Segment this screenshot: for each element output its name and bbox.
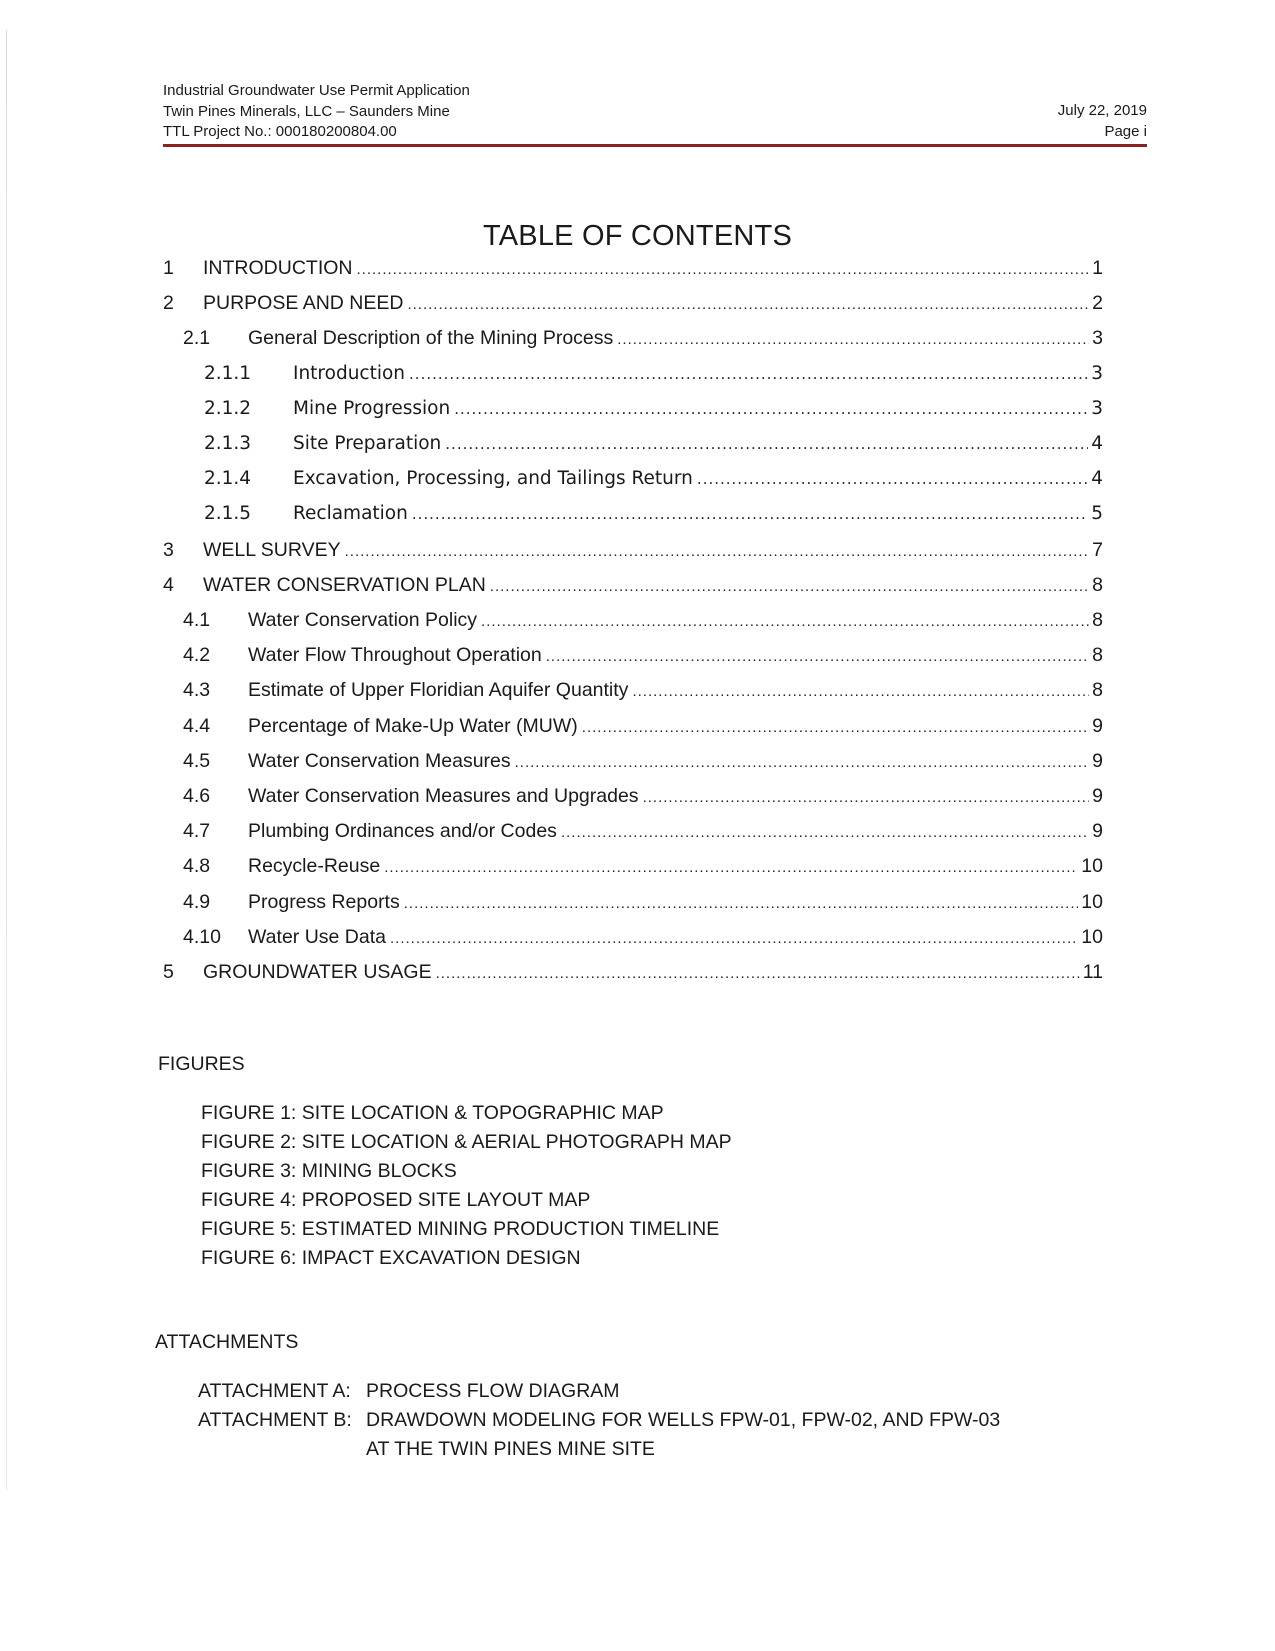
toc-entry[interactable] — [204, 429, 1103, 459]
toc-entry-number: 4.5 — [183, 749, 211, 772]
toc-entry-number: 4.2 — [183, 644, 211, 667]
attachment-label: ATTACHMENT A: — [198, 1380, 351, 1402]
figures-heading: FIGURES — [158, 1053, 245, 1075]
toc-entry-title: Progress Reports — [248, 890, 400, 913]
toc-dot-leader — [697, 464, 1088, 494]
toc-entry-page: 9 — [1092, 714, 1103, 737]
figure-item: FIGURE 2: SITE LOCATION & AERIAL PHOTOGRAPH MAP — [201, 1131, 732, 1153]
toc-entry[interactable] — [163, 253, 1103, 283]
toc-entry-page: 8 — [1092, 644, 1103, 667]
toc-dot-leader — [407, 290, 1089, 320]
header-left — [163, 81, 470, 143]
toc-entry[interactable] — [183, 605, 1103, 635]
toc-entry[interactable] — [183, 323, 1103, 353]
toc-dot-leader — [404, 889, 1079, 919]
toc-title: TABLE OF CONTENTS — [482, 220, 792, 252]
header-page: Page i — [1104, 122, 1147, 140]
toc-dot-leader — [409, 359, 1088, 389]
header-line-2: Twin Pines Minerals, LLC – Saunders Mine — [163, 102, 450, 120]
toc-dot-leader — [445, 429, 1088, 459]
toc-entry-page: 8 — [1092, 573, 1103, 596]
toc-entry-page: 3 — [1091, 397, 1103, 419]
toc-entry-number: 4 — [163, 573, 174, 596]
attachments-list — [198, 1377, 1000, 1464]
toc-entry-number: 4.10 — [183, 925, 221, 948]
toc-entry-title: WATER CONSERVATION PLAN — [203, 573, 486, 596]
toc-entry-page: 10 — [1081, 890, 1103, 913]
toc-entry-title: Excavation, Processing, and Tailings Return — [293, 468, 693, 490]
toc-entry-title: Water Conservation Measures and Upgrades — [248, 785, 639, 807]
toc-entry-title: General Description of the Mining Process — [248, 327, 614, 350]
toc-entry[interactable] — [183, 640, 1103, 670]
attachment-title: PROCESS FLOW DIAGRAM — [366, 1380, 620, 1402]
page-header — [163, 81, 1147, 147]
figure-item: FIGURE 5: ESTIMATED MINING PRODUCTION TIMELINE — [201, 1218, 720, 1240]
toc-dot-leader — [632, 677, 1089, 707]
toc-entry-number: 3 — [163, 538, 174, 561]
attachment-item — [198, 1435, 1000, 1464]
toc-dot-leader — [582, 713, 1089, 743]
toc-entry[interactable] — [183, 816, 1103, 846]
toc-entry[interactable] — [163, 288, 1103, 318]
toc-entry-number: 1 — [163, 257, 174, 279]
toc-dot-leader — [617, 325, 1089, 355]
toc-entry-page: 9 — [1092, 820, 1103, 843]
toc-entry[interactable] — [183, 675, 1103, 705]
toc-entry-title: Estimate of Upper Floridian Aquifer Quantity — [248, 679, 629, 702]
toc-dot-leader — [390, 924, 1078, 954]
attachment-item — [198, 1377, 1000, 1406]
toc-entry[interactable] — [183, 887, 1103, 917]
toc-entry-number: 2.1 — [183, 327, 211, 350]
toc-entry[interactable] — [204, 499, 1103, 529]
toc-entry-number: 2.1.3 — [204, 433, 252, 454]
toc-dot-leader — [454, 394, 1088, 424]
toc-entry-number: 2.1.5 — [204, 503, 252, 525]
toc-entry-number: 2.1.2 — [204, 397, 252, 419]
toc-entry-page: 10 — [1081, 855, 1103, 878]
toc-entry[interactable] — [183, 711, 1103, 741]
toc-entry-page: 4 — [1091, 468, 1103, 490]
toc-entry-page: 3 — [1092, 327, 1103, 350]
attachment-item — [198, 1406, 1000, 1435]
toc-entry-page: 8 — [1092, 679, 1103, 702]
toc-entry-title: WELL SURVEY — [203, 538, 341, 561]
toc-entry[interactable] — [163, 570, 1103, 600]
toc-entry-title: Water Flow Throughout Operation — [248, 644, 542, 667]
toc-entry-title: Recycle-Reuse — [248, 855, 381, 878]
toc-dot-leader — [515, 748, 1090, 778]
toc-entry-title: Mine Progression — [293, 397, 451, 419]
toc-entry-title: Introduction — [293, 362, 406, 384]
toc-entry-title: Water Conservation Policy — [248, 609, 478, 631]
toc-dot-leader — [384, 853, 1078, 883]
toc-entry-page: 8 — [1092, 609, 1103, 631]
toc-entry-number: 4.6 — [183, 785, 211, 807]
toc-entry-page: 7 — [1092, 538, 1103, 561]
attachment-label: ATTACHMENT B: — [198, 1409, 352, 1431]
toc-entry-number: 4.4 — [183, 714, 211, 737]
toc-entry-number: 5 — [163, 961, 174, 983]
attachments-heading: ATTACHMENTS — [155, 1331, 299, 1353]
toc-entry-page: 1 — [1092, 257, 1103, 279]
toc-entry-number: 4.1 — [183, 609, 211, 631]
toc-entry-title: Site Preparation — [293, 433, 442, 454]
toc-entry[interactable] — [163, 535, 1103, 565]
toc-entry-page: 11 — [1082, 961, 1103, 983]
toc-entry-page: 5 — [1091, 503, 1103, 525]
toc-dot-leader — [490, 572, 1089, 602]
toc-entry-number: 4.9 — [183, 890, 211, 913]
toc-entry[interactable] — [183, 922, 1103, 952]
header-right — [1058, 101, 1147, 142]
toc-entry-title: Percentage of Make-Up Water (MUW) — [248, 714, 578, 737]
header-line-3: TTL Project No.: 000180200804.00 — [163, 123, 397, 140]
figure-item: FIGURE 6: IMPACT EXCAVATION DESIGN — [201, 1247, 581, 1269]
toc-entry[interactable] — [183, 851, 1103, 881]
header-line-1: Industrial Groundwater Use Permit Application — [163, 82, 470, 99]
toc-entry-page: 4 — [1091, 433, 1103, 454]
toc-dot-leader — [436, 959, 1080, 989]
toc-entry-page: 10 — [1081, 925, 1103, 948]
toc-entry-page: 3 — [1091, 362, 1103, 384]
toc-dot-leader — [345, 537, 1090, 567]
toc-entry-page: 9 — [1092, 749, 1103, 772]
toc-entry-number: 4.3 — [183, 679, 211, 702]
toc-entry-number: 4.8 — [183, 855, 211, 878]
toc-entry-page: 9 — [1092, 785, 1103, 807]
header-date: July 22, 2019 — [1057, 102, 1147, 119]
toc-entry-number: 4.7 — [183, 820, 211, 843]
toc-entry-title: Water Use Data — [248, 925, 386, 948]
toc-entry-title: Water Conservation Measures — [248, 749, 511, 772]
toc-entry-title: INTRODUCTION — [203, 257, 353, 279]
toc-entry-number: 2.1.1 — [204, 362, 252, 384]
toc-entry[interactable] — [204, 394, 1103, 424]
toc-entry-page: 2 — [1092, 292, 1103, 315]
toc-dot-leader — [412, 499, 1088, 529]
toc-entry-title: PURPOSE AND NEED — [203, 292, 404, 315]
toc-entry[interactable] — [183, 746, 1103, 776]
toc-entry-number: 2 — [163, 292, 174, 315]
figure-item: FIGURE 4: PROPOSED SITE LAYOUT MAP — [201, 1189, 591, 1211]
attachment-title: AT THE TWIN PINES MINE SITE — [366, 1438, 655, 1460]
toc-dot-leader — [546, 642, 1089, 672]
toc-entry-title: Reclamation — [293, 503, 408, 525]
toc-entry-title: GROUNDWATER USAGE — [203, 961, 432, 983]
toc-dot-leader — [481, 607, 1089, 637]
toc-entry-title: Plumbing Ordinances and/or Codes — [248, 820, 557, 843]
toc-entry[interactable] — [204, 359, 1103, 389]
toc-entry[interactable] — [163, 957, 1103, 987]
toc-dot-leader — [643, 783, 1090, 813]
figure-item: FIGURE 1: SITE LOCATION & TOPOGRAPHIC MAP — [201, 1102, 664, 1124]
toc-dot-leader — [357, 255, 1090, 285]
figures-list — [201, 1099, 732, 1273]
attachment-label — [198, 1435, 366, 1464]
toc-entry[interactable] — [183, 781, 1103, 811]
figure-item: FIGURE 3: MINING BLOCKS — [201, 1160, 457, 1182]
toc-entry-number: 2.1.4 — [204, 468, 252, 490]
toc-entry[interactable] — [204, 464, 1103, 494]
attachment-title: DRAWDOWN MODELING FOR WELLS FPW-01, FPW-02, AND FPW-03 — [366, 1409, 1001, 1431]
header-rule — [163, 144, 1147, 147]
toc-dot-leader — [561, 818, 1089, 848]
